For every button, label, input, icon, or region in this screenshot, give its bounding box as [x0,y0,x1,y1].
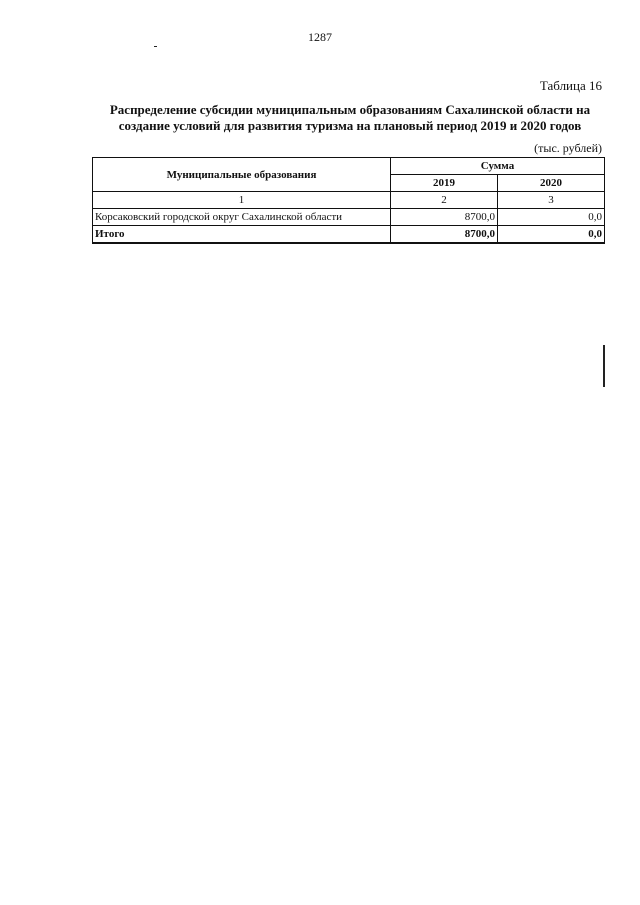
header-sum: Сумма [391,158,605,175]
units-label: (тыс. рублей) [534,141,602,155]
total-label: Итого [93,226,391,244]
subsidy-table [92,157,605,244]
total-2020: 0,0 [498,226,605,244]
header-row [93,158,605,175]
column-number-row [93,192,605,209]
title-line-2: создание условий для развития туризма на плановый период 2019 и 2020 годов [118,118,582,133]
scan-mark [154,46,157,47]
column-number: 3 [498,192,605,209]
column-number: 1 [93,192,391,209]
total-row [93,226,605,244]
header-year-2020: 2020 [498,175,605,192]
document-title [92,102,608,134]
header-municipality: Муниципальные образования [93,158,391,192]
value-2019: 8700,0 [391,209,498,226]
value-2020: 0,0 [498,209,605,226]
page-number: 1287 [308,30,332,44]
scan-mark [603,345,605,387]
total-2019: 8700,0 [391,226,498,244]
column-number: 2 [391,192,498,209]
header-year-2019: 2019 [391,175,498,192]
table-label: Таблица 16 [539,78,602,93]
municipality-name: Корсаковский городской округ Сахалинской области [93,209,391,226]
table-row [93,209,605,226]
title-line-1: Распределение субсидии муниципальным образованиям Сахалинской области на [109,102,591,117]
